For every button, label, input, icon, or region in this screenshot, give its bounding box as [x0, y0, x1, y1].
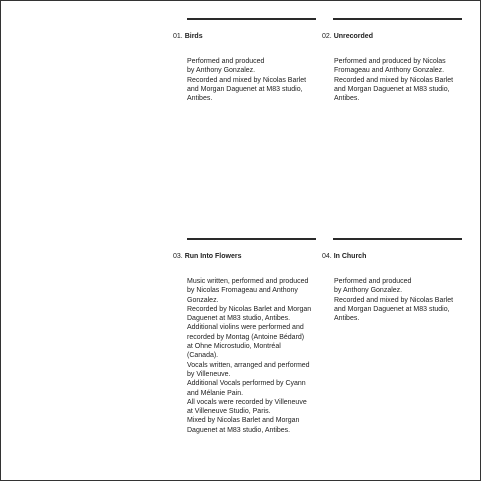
track-credits: [187, 57, 306, 103]
credit-line: Recorded and mixed by Nicolas Barlet: [187, 76, 307, 84]
credit-line: Additional Vocals performed by Cyann: [187, 380, 306, 388]
track-heading: [322, 252, 366, 261]
credit-line: Music written, performed and produced: [187, 278, 309, 285]
credit-line: at Ohne Microstudio, Montréal: [187, 343, 281, 351]
credit-line: by Nicolas Fromageau and Anthony: [187, 287, 298, 295]
track-divider: [187, 18, 316, 20]
credit-line: Performed and produced: [334, 278, 412, 285]
credit-line: Fromageau and Anthony Gonzalez.: [334, 67, 445, 75]
credit-line: Daguenet at M83 studio, Antibes.: [187, 426, 291, 434]
track-heading: [173, 32, 203, 41]
credit-line: Recorded and mixed by Nicolas Barlet: [334, 296, 454, 304]
credit-line: by Anthony Gonzalez.: [187, 67, 256, 75]
credit-line: Recorded and mixed by Nicolas Barlet: [334, 76, 454, 84]
track-number: 02.: [322, 33, 332, 40]
credit-line: Antibes.: [334, 315, 360, 323]
credit-line: and Mélanie Pain.: [187, 389, 244, 397]
credit-line: Vocals written, arranged and performed: [187, 361, 310, 369]
track-credits: [334, 57, 453, 103]
track-heading: [173, 252, 241, 261]
credit-line: by Villeneuve.: [187, 370, 231, 378]
credit-line: Daguenet at M83 studio, Antibes.: [187, 315, 291, 323]
track-title: Birds: [184, 33, 203, 40]
credit-line: Performed and produced by Nicolas: [334, 58, 446, 65]
track-number: 03.: [173, 253, 183, 260]
credit-line: at Villeneuve Studio, Paris.: [187, 408, 271, 416]
credit-line: and Morgan Daguenet at M83 studio,: [334, 305, 450, 313]
track-title: Unrecorded: [333, 33, 373, 40]
track-number: 01.: [173, 33, 183, 40]
track-divider: [333, 238, 462, 240]
track-credits: [334, 277, 453, 323]
track-number: 04.: [322, 253, 332, 260]
credit-line: Recorded by Nicolas Barlet and Morgan: [187, 305, 312, 313]
credit-line: Mixed by Nicolas Barlet and Morgan: [187, 417, 300, 425]
credit-line: (Canada).: [187, 352, 219, 360]
credit-line: All vocals were recorded by Villeneuve: [187, 398, 307, 406]
credit-line: Antibes.: [334, 95, 360, 103]
credit-line: Performed and produced: [187, 58, 265, 65]
track-credits: [187, 277, 311, 435]
track-divider: [187, 238, 316, 240]
credit-line: recorded by Montag (Antoine Bédard): [187, 333, 305, 341]
credit-line: and Morgan Daguenet at M83 studio,: [187, 85, 303, 93]
credit-line: Gonzalez.: [187, 296, 219, 304]
credit-line: Additional violins were performed and: [187, 324, 304, 332]
track-title: In Church: [333, 253, 367, 260]
track-divider: [333, 18, 462, 20]
track-heading: [322, 32, 373, 41]
credit-line: and Morgan Daguenet at M83 studio,: [334, 85, 450, 93]
track-title: Run Into Flowers: [184, 253, 242, 260]
credit-line: Antibes.: [187, 95, 213, 103]
credit-line: by Anthony Gonzalez.: [334, 287, 403, 295]
